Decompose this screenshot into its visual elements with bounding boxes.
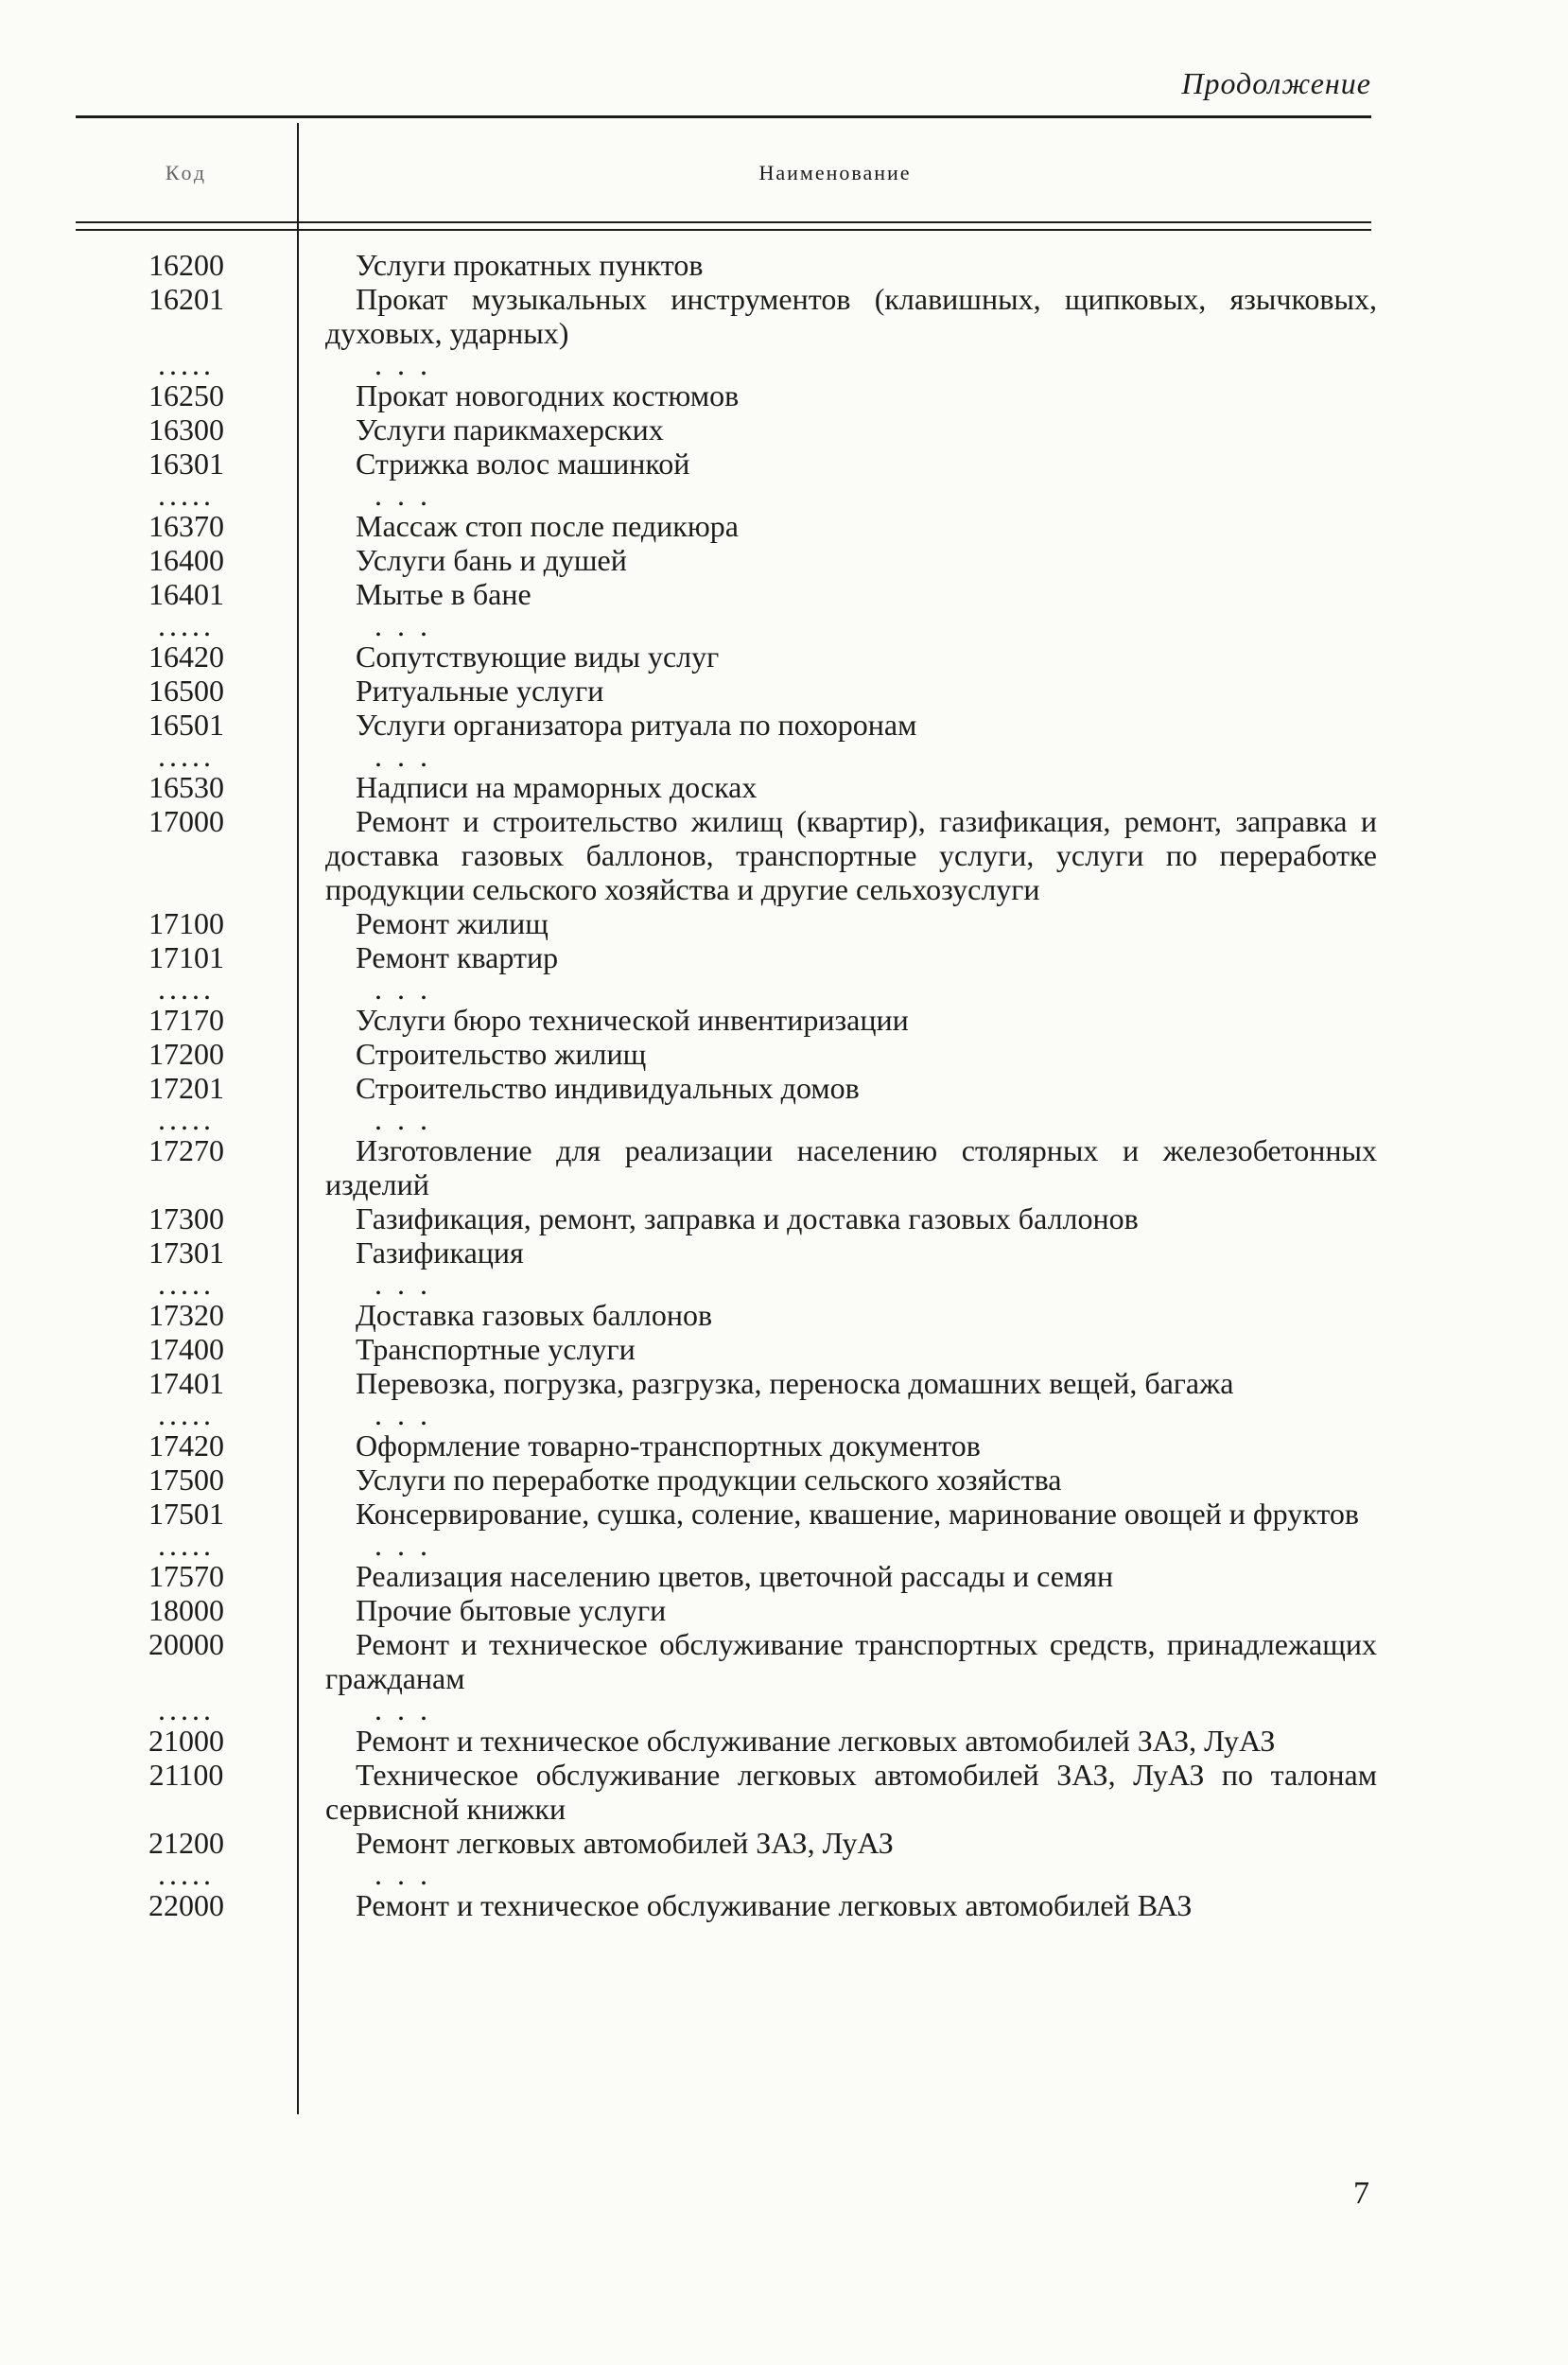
- table-row: [76, 1071, 1390, 1105]
- row-name: Транспортные услуги: [356, 1332, 636, 1366]
- row-name: . . .: [375, 347, 431, 381]
- row-name: Изготовление для реализации населению столярных и железобетонных изделий: [325, 1133, 1377, 1201]
- ellipsis-row: [76, 1528, 1390, 1562]
- row-name: Услуги бань и душей: [356, 543, 627, 577]
- row-name: Массаж стоп после педикюра: [356, 509, 739, 543]
- row-code: 17200: [148, 1037, 224, 1071]
- row-code: 21200: [148, 1826, 224, 1860]
- table-row: [76, 1497, 1390, 1531]
- row-code: .....: [158, 608, 215, 642]
- row-code: 16401: [148, 577, 224, 611]
- row-name: Ремонт и строительство жилищ (квартир), газификация, ремонт, заправка и доставка газовых баллонов, транспортные услуги, услуги по переработке продукции сельского хозяйства и другие сельхозуслуги: [325, 804, 1377, 906]
- row-name: . . .: [375, 1102, 431, 1136]
- table-row: [76, 708, 1390, 742]
- table-row: [76, 1201, 1390, 1235]
- row-name: . . .: [375, 972, 431, 1006]
- row-name: . . .: [375, 1857, 431, 1891]
- row-code: 17501: [148, 1497, 224, 1531]
- ellipsis-row: [76, 1692, 1390, 1726]
- row-name: Надписи на мраморных досках: [356, 770, 758, 804]
- ellipsis-row: [76, 1857, 1390, 1891]
- row-name: Прокат новогодних костюмов: [356, 378, 740, 412]
- row-name: Ремонт квартир: [356, 940, 559, 974]
- row-code: 17500: [148, 1463, 224, 1497]
- row-code: 17270: [148, 1133, 224, 1167]
- table-row: [76, 1366, 1390, 1400]
- table-row: [76, 1888, 1390, 1922]
- table-row: [76, 674, 1390, 708]
- table-row: [76, 804, 1390, 906]
- row-code: 16370: [148, 509, 224, 543]
- row-code: 17420: [148, 1428, 224, 1463]
- row-code: .....: [158, 347, 215, 381]
- row-code: 22000: [148, 1888, 224, 1922]
- row-code: .....: [158, 1397, 215, 1431]
- row-name: Мытье в бане: [356, 577, 531, 611]
- table-body: [76, 248, 1390, 1922]
- table-row: [76, 940, 1390, 974]
- table-row: [76, 1428, 1390, 1463]
- column-header-code: Код: [165, 161, 208, 184]
- table-row: [76, 447, 1390, 481]
- row-name: . . .: [375, 1397, 431, 1431]
- table-row: [76, 1559, 1390, 1593]
- table-row: [76, 1003, 1390, 1037]
- header-bottom-rule-2: [76, 229, 1371, 231]
- row-code: .....: [158, 1528, 215, 1562]
- row-name: Прокат музыкальных инструментов (клавишных, щипковых, язычковых, духовых, ударных): [325, 282, 1377, 350]
- row-code: 16200: [148, 248, 224, 282]
- row-code: 17320: [148, 1298, 224, 1332]
- ellipsis-row: [76, 608, 1390, 642]
- row-name: Ремонт и техническое обслуживание транспортных средств, принадлежащих гражданам: [325, 1627, 1377, 1695]
- row-code: 16250: [148, 378, 224, 412]
- table-row: [76, 509, 1390, 543]
- row-code: 16300: [148, 412, 224, 447]
- table-row: [76, 1133, 1390, 1201]
- table-row: [76, 1724, 1390, 1758]
- row-code: 16201: [148, 282, 224, 316]
- table-row: [76, 639, 1390, 674]
- row-name: Строительство индивидуальных домов: [356, 1071, 860, 1105]
- table-row: [76, 248, 1390, 282]
- row-name: Строительство жилищ: [356, 1037, 647, 1071]
- row-code: 17300: [148, 1201, 224, 1235]
- row-code: 20000: [148, 1627, 224, 1661]
- row-name: Ремонт жилищ: [356, 906, 549, 940]
- row-code: .....: [158, 972, 215, 1006]
- row-name: . . .: [375, 1528, 431, 1562]
- row-code: 17401: [148, 1366, 224, 1400]
- table-row: [76, 1298, 1390, 1332]
- row-code: .....: [158, 1692, 215, 1726]
- row-name: Перевозка, погрузка, разгрузка, переноска домашних вещей, багажа: [356, 1366, 1234, 1400]
- row-code: 16400: [148, 543, 224, 577]
- row-code: 16530: [148, 770, 224, 804]
- column-header-name: Наименование: [758, 161, 912, 184]
- row-code: .....: [158, 478, 215, 512]
- row-code: 16501: [148, 708, 224, 742]
- row-code: 21000: [148, 1724, 224, 1758]
- row-name: Сопутствующие виды услуг: [356, 639, 720, 674]
- row-name: Услуги бюро технической инвентиризации: [356, 1003, 909, 1037]
- row-code: 21100: [148, 1758, 224, 1792]
- row-name: . . .: [375, 1692, 431, 1726]
- row-code: 17000: [148, 804, 224, 838]
- row-name: Ремонт и техническое обслуживание легковых автомобилей ЗАЗ, ЛуАЗ: [356, 1724, 1276, 1758]
- row-name: Услуги по переработке продукции сельского хозяйства: [356, 1463, 1062, 1497]
- table-row: [76, 378, 1390, 412]
- row-code: .....: [158, 1267, 215, 1301]
- row-name: Ремонт и техническое обслуживание легковых автомобилей ВАЗ: [356, 1888, 1193, 1922]
- table-row: [76, 1593, 1390, 1627]
- row-code: 17400: [148, 1332, 224, 1366]
- table-row: [76, 906, 1390, 940]
- row-code: 17570: [148, 1559, 224, 1593]
- table-row: [76, 1332, 1390, 1366]
- ellipsis-row: [76, 1267, 1390, 1301]
- row-name: Услуги парикмахерских: [356, 412, 664, 447]
- row-code: 16420: [148, 639, 224, 674]
- row-name: Ремонт легковых автомобилей ЗАЗ, ЛуАЗ: [356, 1826, 894, 1860]
- row-code: .....: [158, 739, 215, 773]
- row-code: 16500: [148, 674, 224, 708]
- row-name: Оформление товарно-транспортных документов: [356, 1428, 981, 1463]
- row-name: Газификация, ремонт, заправка и доставка газовых баллонов: [356, 1201, 1139, 1235]
- row-name: . . .: [375, 1267, 431, 1301]
- row-name: . . .: [375, 739, 431, 773]
- ellipsis-row: [76, 478, 1390, 512]
- row-name: . . .: [375, 478, 431, 512]
- row-name: Услуги организатора ритуала по похоронам: [356, 708, 917, 742]
- table-row: [76, 1235, 1390, 1270]
- row-code: 17170: [148, 1003, 224, 1037]
- row-code: 17201: [148, 1071, 224, 1105]
- continuation-label: Продолжение: [1181, 66, 1371, 100]
- row-name: Газификация: [356, 1235, 524, 1270]
- ellipsis-row: [76, 739, 1390, 773]
- row-name: Ритуальные услуги: [356, 674, 604, 708]
- table-row: [76, 1627, 1390, 1695]
- table-row: [76, 1826, 1390, 1860]
- row-code: 18000: [148, 1593, 224, 1627]
- table-row: [76, 282, 1390, 350]
- page-number: 7: [1353, 2176, 1369, 2211]
- row-code: 17101: [148, 940, 224, 974]
- row-name: Прочие бытовые услуги: [356, 1593, 667, 1627]
- table-row: [76, 412, 1390, 447]
- table-row: [76, 577, 1390, 611]
- ellipsis-row: [76, 972, 1390, 1006]
- row-name: Доставка газовых баллонов: [356, 1298, 713, 1332]
- row-name: Услуги прокатных пунктов: [356, 248, 704, 282]
- table-top-rule: [76, 115, 1371, 118]
- row-name: Стрижка волос машинкой: [356, 447, 690, 481]
- ellipsis-row: [76, 347, 1390, 381]
- row-code: 17100: [148, 906, 224, 940]
- row-name: Техническое обслуживание легковых автомобилей ЗАЗ, ЛуАЗ по талонам сервисной книжки: [325, 1758, 1377, 1826]
- table-row: [76, 1037, 1390, 1071]
- ellipsis-row: [76, 1102, 1390, 1136]
- row-name: Реализация населению цветов, цветочной рассады и семян: [356, 1559, 1114, 1593]
- row-name: . . .: [375, 608, 431, 642]
- table-row: [76, 770, 1390, 804]
- row-code: 17301: [148, 1235, 224, 1270]
- row-code: .....: [158, 1857, 215, 1891]
- table-row: [76, 1758, 1390, 1826]
- header-bottom-rule: [76, 221, 1371, 223]
- table-row: [76, 543, 1390, 577]
- ellipsis-row: [76, 1397, 1390, 1431]
- row-code: 16301: [148, 447, 224, 481]
- row-code: .....: [158, 1102, 215, 1136]
- table-row: [76, 1463, 1390, 1497]
- row-name: Консервирование, сушка, соление, квашение, маринование овощей и фруктов: [356, 1497, 1359, 1531]
